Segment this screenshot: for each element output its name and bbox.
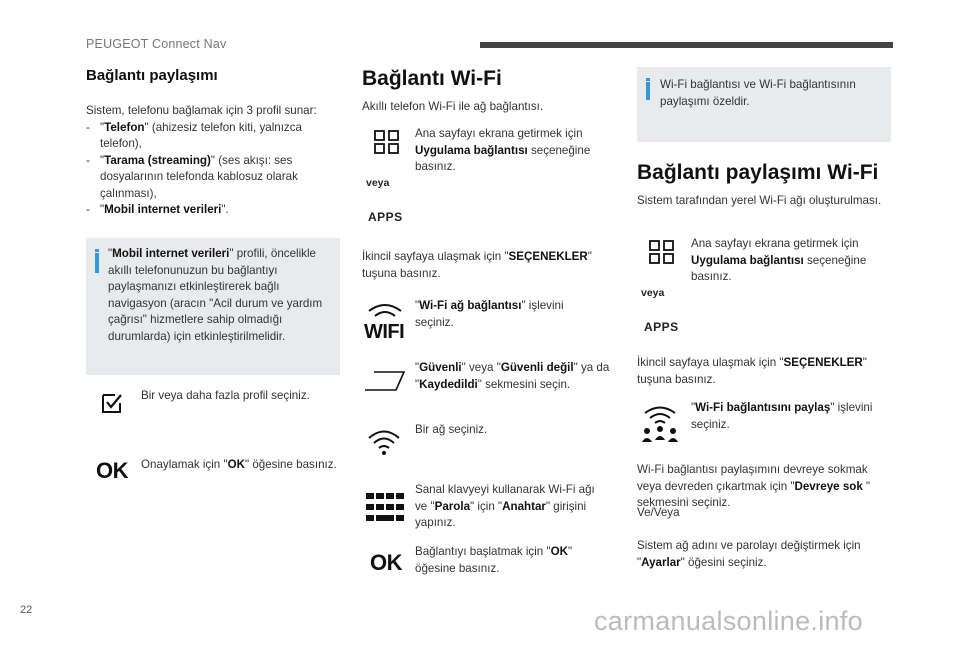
checkbox-select-icon [101, 392, 123, 414]
right-step2: İkincil sayfaya ulaşmak için "SEÇENEKLER" tuşuna basınız. [637, 356, 867, 386]
keyboard-icon [366, 493, 404, 521]
right-para1: Wi-Fi bağlantısı paylaşımını devreye sokmak veya devreden çıkartmak için "Devreye sok " sekmesini seçiniz. [637, 463, 871, 509]
right-step1: Ana sayfayı ekrana getirmek için Uygulama bağlantısı seçeneğine basınız. [691, 237, 867, 283]
middle-step3: "Wi-Fi ağ bağlantısı" işlevini seçiniz. [415, 299, 564, 329]
left-info-note [86, 238, 340, 375]
watermark: carmanualsonline.info [594, 606, 863, 636]
right-veveya: Ve/Veya [637, 506, 680, 519]
right-info-note [637, 67, 891, 142]
left-list-item-2: - "Tarama (streaming)" (ses akışı: ses dosyalarının telefonda kablosuz olarak çalınması), [86, 153, 298, 200]
ok-icon: OK [96, 458, 128, 483]
right-step3: "Wi-Fi bağlantısını paylaş" işlevini seçiniz. [691, 401, 873, 431]
tab-parallelogram-icon [364, 369, 406, 393]
left-intro-text: Sistem, telefonu bağlamak için 3 profil sunar: [86, 104, 317, 117]
wifi-share-icon [641, 404, 679, 444]
middle-step2: İkincil sayfaya ulaşmak için "SEÇENEKLER" tuşuna basınız. [362, 250, 592, 280]
info-icon [95, 253, 99, 273]
grid-apps-icon [649, 240, 675, 264]
right-heading: Bağlantı paylaşımı Wi-Fi [637, 161, 879, 184]
wifi-label: WIFI [364, 321, 405, 343]
middle-step6: Sanal klavyeyi kullanarak Wi-Fi ağı ve "Parola" için "Anahtar" girişini yapınız. [415, 483, 595, 529]
ok-icon: OK [370, 550, 402, 575]
right-intro: Sistem tarafından yerel Wi-Fi ağı oluşturulması. [637, 194, 882, 207]
middle-step1: Ana sayfayı ekrana getirmek için Uygulama bağlantısı seçeneğine basınız. [415, 127, 591, 173]
left-note-text: "Mobil internet verileri" profili, öncelikle akıllı telefonunuzun bu bağlantıyı paylaşmanızı etkinleştirerek bağlı navigasyon (aracın "Acil durum ve yardım çağrısı" hizmetlere sahip olmadığı durumlarda) için etkinleştirilmelidir. [108, 247, 323, 343]
right-para2: Sistem ağ adını ve parolayı değiştirmek için "Ayarlar" öğesini seçiniz. [637, 539, 861, 569]
apps-label: APPS [644, 320, 679, 334]
left-heading: Bağlantı paylaşımı [86, 67, 218, 84]
middle-intro: Akıllı telefon Wi-Fi ile ağ bağlantısı. [362, 100, 544, 113]
middle-step4: "Güvenli" veya "Güvenli değil" ya da "Kaydedildi" sekmesini seçin. [415, 361, 610, 391]
wifi-signal-icon [367, 428, 401, 456]
grid-apps-icon [374, 130, 400, 154]
left-list-item-1: - "Telefon" (ahizesiz telefon kiti, yalnızca telefon), [86, 120, 302, 150]
left-list-item-3: - "Mobil internet verileri". [86, 203, 229, 216]
left-step2: Onaylamak için "OK" öğesine basınız. [141, 458, 337, 471]
right-note-text: Wi-Fi bağlantısı ve Wi-Fi bağlantısının paylaşımı özeldir. [660, 78, 856, 108]
header-title: PEUGEOT Connect Nav [86, 37, 227, 51]
page-number: 22 [20, 604, 33, 616]
middle-heading: Bağlantı Wi-Fi [362, 67, 502, 90]
info-icon [646, 82, 650, 100]
wifi-icon [367, 303, 403, 319]
right-veya: veya [641, 287, 665, 299]
left-step1: Bir veya daha fazla profil seçiniz. [141, 389, 310, 402]
left-intro [86, 103, 344, 219]
header-bar [480, 42, 893, 48]
middle-step7: Bağlantıyı başlatmak için "OK" öğesine basınız. [415, 545, 573, 575]
apps-label: APPS [368, 210, 403, 224]
middle-step5: Bir ağ seçiniz. [415, 423, 488, 436]
middle-veya: veya [366, 177, 390, 189]
